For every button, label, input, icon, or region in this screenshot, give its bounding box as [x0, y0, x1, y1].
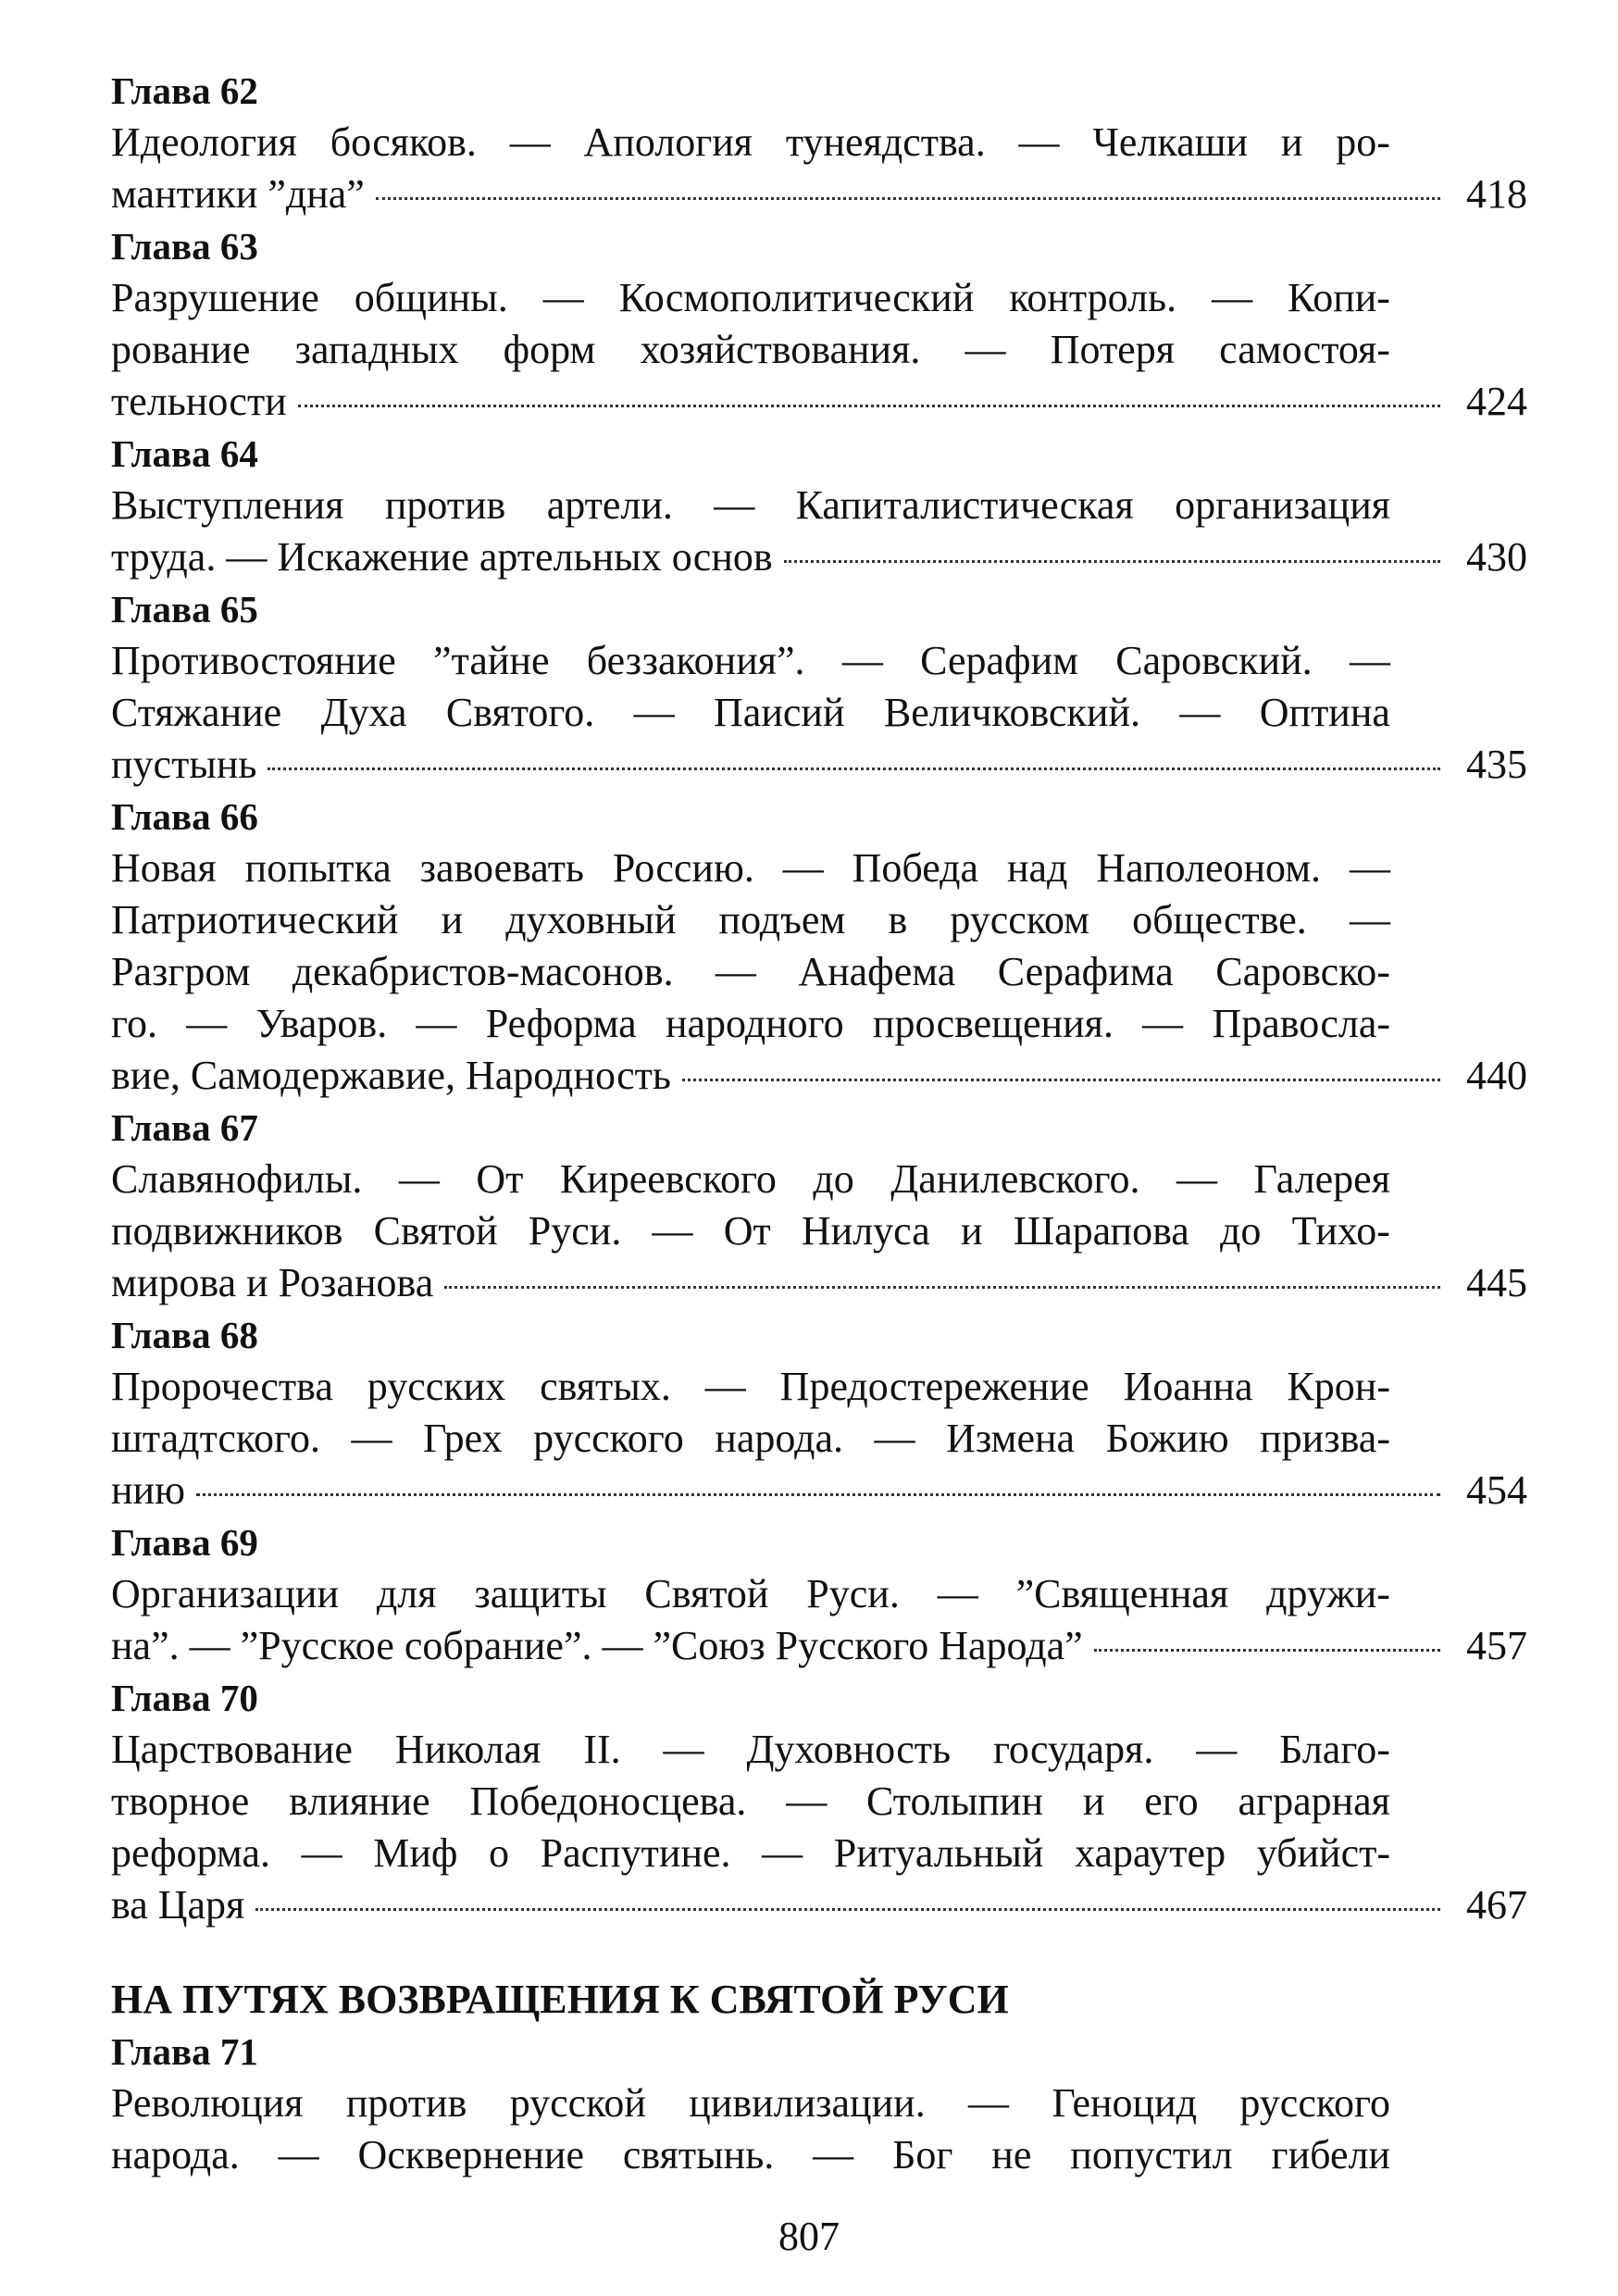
word: Серафима	[997, 949, 1174, 994]
word: попытка	[244, 845, 392, 891]
word: —	[416, 1001, 457, 1046]
word: святых.	[540, 1364, 671, 1409]
word: Галерея	[1253, 1156, 1390, 1202]
page-ref[interactable]: 445	[1466, 1260, 1527, 1305]
page-ref[interactable]: 424	[1466, 379, 1527, 424]
word: гибели	[1271, 2132, 1390, 2177]
word: Руси.	[806, 1571, 900, 1616]
chapter-heading: Глава 67	[111, 1106, 258, 1149]
dot-leader	[298, 405, 1440, 407]
word: штадтского.	[111, 1416, 320, 1461]
word: Иоанна	[1123, 1364, 1253, 1409]
page-ref[interactable]: 440	[1466, 1053, 1527, 1098]
table-of-contents	[111, 65, 1527, 2181]
word: и	[960, 1208, 983, 1254]
word: о	[489, 1830, 509, 1876]
word: общины.	[354, 275, 508, 320]
word: Патриотический	[111, 897, 399, 942]
word: Божию	[1105, 1416, 1229, 1461]
word: Серафим	[920, 638, 1078, 683]
page-ref[interactable]: 467	[1466, 1882, 1527, 1928]
word: Святой	[644, 1571, 769, 1616]
word: аграрная	[1238, 1778, 1390, 1824]
word: —	[1196, 1727, 1238, 1772]
word: го.	[111, 1001, 157, 1046]
word: народного	[665, 1001, 844, 1046]
word: Противостояние	[111, 638, 396, 683]
word: Святой	[373, 1208, 498, 1254]
word: Организации	[111, 1571, 339, 1616]
text-line	[111, 2129, 1390, 2181]
toc-entry[interactable]	[111, 1672, 1527, 1931]
word: русских	[367, 1364, 506, 1409]
word: хозяйствования.	[640, 327, 921, 372]
word: государя.	[992, 1727, 1154, 1772]
entry-last-line	[111, 1879, 1527, 1931]
word: Копи-	[1288, 275, 1390, 320]
word: контроль.	[1009, 275, 1177, 320]
word: в	[888, 897, 908, 942]
word: до	[813, 1156, 854, 1202]
word: —	[841, 638, 883, 683]
word: русском	[950, 897, 1089, 942]
word: —	[351, 1416, 392, 1461]
text-line	[111, 894, 1390, 946]
word: защиты	[474, 1571, 607, 1616]
word: II.	[583, 1727, 621, 1772]
word: и	[441, 897, 464, 942]
word: —	[509, 119, 551, 165]
word: —	[1349, 845, 1390, 891]
word: Идеология	[111, 119, 297, 165]
word: Крон-	[1287, 1364, 1390, 1409]
word: Победа	[852, 845, 979, 891]
entry-last-line	[111, 739, 1527, 791]
text-line	[111, 635, 1390, 687]
entry-text: пустынь	[111, 742, 257, 787]
word: цивилизации.	[689, 2080, 926, 2126]
word: —	[704, 1364, 746, 1409]
word: Нилуса	[801, 1208, 930, 1254]
word: Распутине.	[540, 1830, 731, 1876]
toc-entry[interactable]	[111, 1516, 1527, 1672]
toc-entry[interactable]	[111, 65, 1527, 220]
word: Правосла-	[1212, 1001, 1390, 1046]
word: над	[1006, 845, 1068, 891]
word: хараутер	[1075, 1830, 1226, 1876]
word: Миф	[373, 1830, 458, 1876]
page-number: 807	[778, 2214, 840, 2259]
page-ref[interactable]: 435	[1466, 742, 1527, 787]
word: —	[715, 949, 756, 994]
word: От	[476, 1156, 524, 1202]
word: Святого.	[445, 690, 595, 735]
word: —	[786, 1778, 828, 1824]
word: Выступления	[111, 482, 344, 528]
word: Ритуальный	[833, 1830, 1044, 1876]
word: дружи-	[1266, 1571, 1390, 1616]
word: —	[186, 1001, 228, 1046]
word: Реформа	[485, 1001, 637, 1046]
word: Разгром	[111, 949, 251, 994]
word: —	[1018, 119, 1060, 165]
word: народа.	[715, 1416, 844, 1461]
word: Капиталистическая	[795, 482, 1134, 528]
word: творное	[111, 1778, 250, 1824]
word: ”тайне	[433, 638, 550, 683]
word: Саровский.	[1115, 638, 1313, 683]
page-ref[interactable]: 418	[1466, 171, 1527, 217]
chapter-heading: Глава 65	[111, 588, 258, 630]
word: —	[663, 1727, 704, 1772]
word: Тихо-	[1291, 1208, 1390, 1254]
chapter-heading: Глава 66	[111, 795, 258, 838]
word: его	[1144, 1778, 1199, 1824]
word: От	[723, 1208, 771, 1254]
text-line	[111, 998, 1390, 1050]
word: святынь.	[622, 2132, 775, 2177]
entry-last-line	[111, 1050, 1527, 1102]
word: Челкаши	[1092, 119, 1249, 165]
word: Духа	[320, 690, 407, 735]
word: до	[1220, 1208, 1262, 1254]
word: беззакония”.	[586, 638, 805, 683]
word: Анафема	[798, 949, 956, 994]
toc-entry[interactable]	[111, 1309, 1527, 1516]
chapter-heading: Глава 70	[111, 1677, 258, 1719]
word: артели.	[546, 482, 673, 528]
word: —	[714, 482, 755, 528]
section-heading: НА ПУТЯХ ВОЗВРАЩЕНИЯ К СВЯТОЙ РУСИ	[111, 1977, 1009, 2022]
word: Царствование	[111, 1727, 353, 1772]
word: и	[1280, 119, 1303, 165]
entry-last-line	[111, 1620, 1527, 1672]
toc-entry[interactable]	[111, 1102, 1527, 1309]
word: —	[782, 845, 824, 891]
word: —	[542, 275, 584, 320]
word: —	[762, 1830, 803, 1876]
chapter-heading: Глава 68	[111, 1314, 258, 1356]
dot-leader	[682, 1079, 1440, 1081]
word: Духовность	[746, 1727, 952, 1772]
word: Геноцид	[1052, 2080, 1198, 2126]
page-ref[interactable]: 454	[1466, 1467, 1527, 1513]
chapter-heading: Глава 62	[111, 69, 258, 112]
toc-entry[interactable]	[111, 220, 1527, 428]
text-line	[111, 1154, 1390, 1205]
word: призва-	[1260, 1416, 1390, 1461]
text-line	[111, 1568, 1390, 1620]
word: —	[652, 1208, 693, 1254]
word: самостоя-	[1219, 327, 1390, 372]
word: —	[874, 1416, 915, 1461]
entry-text: вие, Самодержавие, Народность	[111, 1053, 671, 1098]
word: Наполеоном.	[1096, 845, 1322, 891]
word: Осквернение	[357, 2132, 584, 2177]
word: русской	[509, 2080, 646, 2126]
word: Грех	[423, 1416, 503, 1461]
word: ро-	[1336, 119, 1390, 165]
word: рование	[111, 327, 251, 372]
word: подъем	[718, 897, 846, 942]
word: не	[991, 2132, 1032, 2177]
word: ”Священная	[1015, 1571, 1229, 1616]
entry-text: нию	[111, 1467, 185, 1513]
dot-leader	[196, 1493, 1440, 1496]
word: Руси.	[528, 1208, 622, 1254]
text-line	[111, 1724, 1390, 1776]
word: Благо-	[1279, 1727, 1390, 1772]
word: влияние	[289, 1778, 430, 1824]
word: против	[384, 482, 506, 528]
word: реформа.	[111, 1830, 270, 1876]
toc-entry[interactable]	[111, 791, 1527, 1102]
word: —	[968, 2080, 1010, 2126]
word: Апология	[583, 119, 753, 165]
text-line	[111, 117, 1390, 168]
toc-entry[interactable]	[111, 428, 1527, 583]
word: Оптина	[1259, 690, 1390, 735]
word: Величковский.	[883, 690, 1141, 735]
entry-text: тельности	[111, 379, 287, 424]
word: Разрушение	[111, 275, 319, 320]
dot-leader	[268, 767, 1440, 770]
entry-last-line	[111, 531, 1527, 583]
word: подвижников	[111, 1208, 343, 1254]
word: —	[278, 2132, 319, 2177]
word: —	[301, 1830, 342, 1876]
text-line	[111, 1205, 1390, 1257]
dot-leader	[255, 1908, 1440, 1911]
word: убийст-	[1256, 1830, 1390, 1876]
word: Новая	[111, 845, 217, 891]
entry-last-line	[111, 168, 1527, 220]
word: против	[345, 2080, 467, 2126]
word: форм	[503, 327, 596, 372]
word: декабристов-масонов.	[292, 949, 674, 994]
entry-last-line	[111, 1465, 1527, 1516]
page-ref[interactable]: 430	[1466, 534, 1527, 580]
section-text	[111, 2078, 1527, 2181]
word: тунеядства.	[785, 119, 986, 165]
word: Столыпин	[866, 1778, 1044, 1824]
dot-leader	[444, 1286, 1440, 1289]
word: попустил	[1070, 2132, 1233, 2177]
word: западных	[294, 327, 459, 372]
word: русского	[533, 1416, 684, 1461]
word: Киреевского	[559, 1156, 777, 1202]
word: Потеря	[1050, 327, 1175, 372]
dot-leader	[376, 197, 1440, 200]
word: Победоносцева.	[469, 1778, 747, 1824]
entry-last-line	[111, 1257, 1527, 1309]
word: —	[965, 327, 1006, 372]
text-line	[111, 1828, 1390, 1879]
dot-leader	[784, 560, 1440, 563]
word: —	[1176, 1156, 1217, 1202]
word: —	[633, 690, 675, 735]
word: Революция	[111, 2080, 304, 2126]
chapter-heading: Глава 64	[111, 432, 258, 475]
toc-entries	[111, 65, 1527, 1931]
entry-text: труда. — Искажение артельных основ	[111, 534, 773, 580]
text-line	[111, 2078, 1390, 2129]
word: и	[1082, 1778, 1105, 1824]
word: Измена	[946, 1416, 1076, 1461]
word: Николая	[394, 1727, 541, 1772]
word: обществе.	[1132, 897, 1307, 942]
word: для	[376, 1571, 437, 1616]
text-line	[111, 1361, 1390, 1413]
word: Уваров.	[255, 1001, 388, 1046]
chapter-heading: Глава 69	[111, 1521, 258, 1564]
word: —	[813, 2132, 854, 2177]
word: —	[937, 1571, 978, 1616]
entry-text: на”. — ”Русское собрание”. — ”Союз Русского Народа”	[111, 1623, 1083, 1668]
entry-last-line	[111, 376, 1527, 428]
entry-text: мирова и Розанова	[111, 1260, 434, 1305]
word: —	[1349, 638, 1390, 683]
toc-entry[interactable]	[111, 583, 1527, 791]
word: Шарапова	[1013, 1208, 1189, 1254]
text-line	[111, 324, 1390, 376]
word: Паисий	[714, 690, 845, 735]
text-line	[111, 687, 1390, 739]
word: Пророчества	[111, 1364, 333, 1409]
dot-leader	[1094, 1649, 1440, 1652]
word: организация	[1175, 482, 1390, 528]
text-line	[111, 480, 1390, 531]
word: Стяжание	[111, 690, 282, 735]
word: Россию.	[612, 845, 754, 891]
word: духовный	[505, 897, 677, 942]
word: завоевать	[419, 845, 584, 891]
word: Славянофилы.	[111, 1156, 363, 1202]
word: Саровско-	[1215, 949, 1390, 994]
chapter-heading: Глава 63	[111, 225, 258, 268]
text-line	[111, 1413, 1390, 1465]
word: —	[1142, 1001, 1184, 1046]
word: босяков.	[330, 119, 477, 165]
word: Бог	[892, 2132, 953, 2177]
word: —	[398, 1156, 440, 1202]
text-line	[111, 842, 1390, 894]
word: Данилевского.	[890, 1156, 1140, 1202]
word: Предостережение	[779, 1364, 1089, 1409]
word: —	[1212, 275, 1253, 320]
entry-text: ва Царя	[111, 1882, 245, 1928]
page-ref[interactable]: 457	[1466, 1623, 1527, 1668]
word: —	[1179, 690, 1221, 735]
word: —	[1349, 897, 1390, 942]
text-line	[111, 946, 1390, 998]
text-line	[111, 272, 1390, 324]
chapter-heading-71: Глава 71	[111, 2030, 258, 2073]
text-line	[111, 1776, 1390, 1828]
word: русского	[1239, 2080, 1390, 2126]
word: Космополитический	[618, 275, 975, 320]
word: народа.	[111, 2132, 240, 2177]
word: просвещения.	[872, 1001, 1114, 1046]
entry-text: мантики ”дна”	[111, 171, 365, 217]
